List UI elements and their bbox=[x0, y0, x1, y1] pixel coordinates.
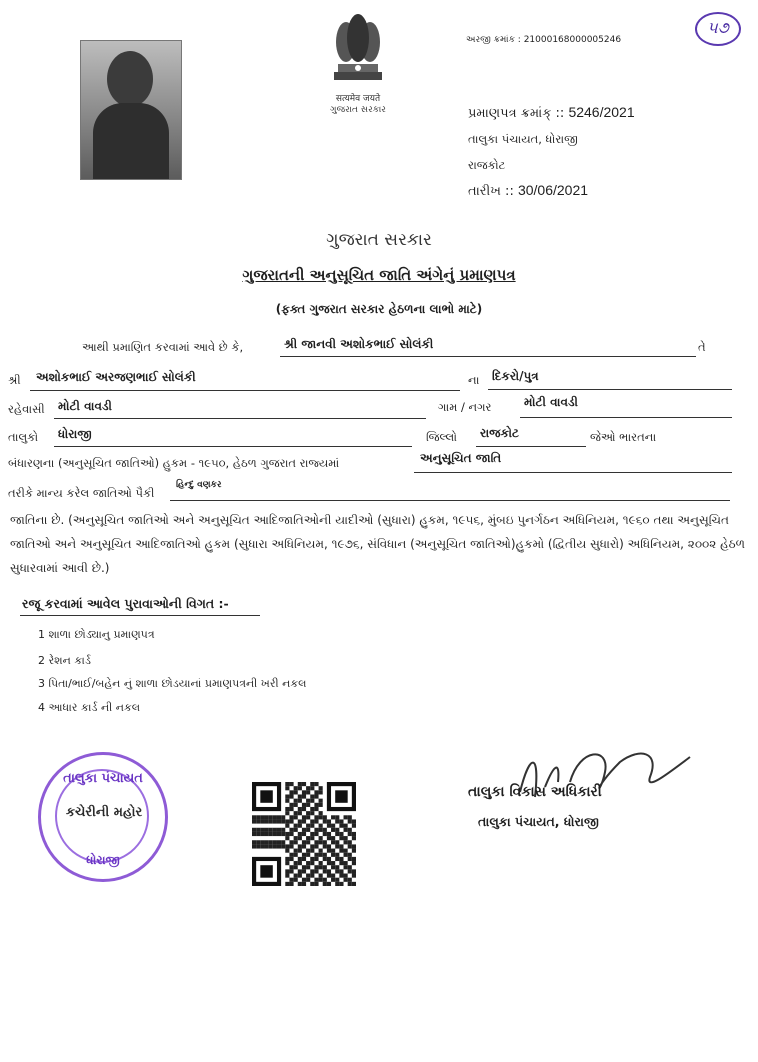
certificate-number: 5246/2021 bbox=[568, 104, 635, 120]
government-title: ગુજરાત સરકાર bbox=[326, 230, 432, 250]
village-value: મોટી વાવડી bbox=[524, 395, 578, 409]
shri-label: શ્રી bbox=[8, 373, 21, 387]
barcode bbox=[462, 46, 722, 82]
evidence-item: 2 રેશન કાર્ડ bbox=[38, 654, 91, 667]
joo-label: જેઓ ભારતના bbox=[590, 430, 657, 444]
certificate-number-row bbox=[468, 104, 635, 121]
date-label: તારીખ :: bbox=[468, 184, 514, 199]
certify-label: આથી પ્રમાણિત કરવામાં આવે છે કે, bbox=[82, 340, 244, 354]
certificate-subtitle: (ફક્ત ગુજરાત સરકાર હેઠળના લાભો માટે) bbox=[275, 302, 483, 316]
underline bbox=[414, 472, 732, 473]
district-value: રાજકોટ bbox=[480, 426, 519, 440]
signatory-office: તાલુકા પંચાયત, ધોરાજી bbox=[478, 814, 599, 829]
signature-scribble bbox=[500, 742, 700, 812]
underline bbox=[20, 615, 260, 616]
page-mark: ૫૭ bbox=[695, 12, 741, 46]
taluka-value: ધોરાજી bbox=[58, 427, 92, 441]
relation-value: દિકરો/પુત્ર bbox=[492, 369, 539, 383]
underline bbox=[30, 390, 460, 391]
date-row bbox=[468, 182, 588, 199]
caste-value: હિન્દુ વણકર bbox=[176, 480, 222, 490]
legal-paragraph: જાતિના છે. (અનુસૂચિત જાતિઓ અને અનુસૂચિત આદિજાતિઓની યાદીઓ (સુધારા) હુકમ, ૧૯૫૬, મુંબઇ પુનર્ગઠન અધિનિયમ, ૧૯૬૦ તથા અનુસૂચિત જાતિઓ અને અનુસૂચિત આદિજાતિઓ હુકમ (સુધારા અધિનિયમ, ૧૯૭૬, સંવિધાન (અનુસૂચિત જાતિઓ)હુકમો (દ્વિતીય સુધારો) અધિનિયમ, ૨૦૦૨ હેઠળ સુધારવામાં આવી છે.) bbox=[10, 513, 746, 575]
evidence-heading: રજૂ કરવામાં આવેલ પુરાવાઓની વિગત :- bbox=[22, 596, 229, 611]
na-label: ના bbox=[468, 373, 480, 387]
underline bbox=[476, 446, 586, 447]
evidence-item: 1 શાળા છોડ્યાનુ પ્રમાણપત્ર bbox=[38, 628, 155, 641]
issue-date: 30/06/2021 bbox=[517, 182, 589, 198]
evidence-item: 3 પિતા/ભાઈ/બહેન નું શાળા છોડયાનાં પ્રમાણપત્રની ખરી નકલ bbox=[38, 677, 307, 690]
underline bbox=[170, 500, 730, 501]
ashoka-emblem-icon bbox=[328, 12, 388, 90]
village-label: ગામ / નગર bbox=[438, 400, 492, 414]
certificate-number-label: પ્રમાણપત્ર ક્રમાંક્ :: bbox=[468, 106, 565, 121]
underline bbox=[280, 356, 696, 357]
issuing-district: રાજકોટ bbox=[468, 158, 506, 172]
underline bbox=[488, 389, 732, 390]
seal-top-text: તાલુકા પંચાયત bbox=[63, 771, 143, 786]
resident-label: રહેવાસી bbox=[8, 402, 45, 416]
qr-code bbox=[252, 782, 356, 886]
holder-name: શ્રી જાનવી અશોકભાઈ સોલંકી bbox=[284, 337, 434, 351]
father-name: અશોકભાઈ અરજણભાઈ સોલંકી bbox=[36, 370, 196, 384]
category-value: અનુસૂચિત જાતિ bbox=[420, 451, 502, 465]
emblem-caption-gujarati: ગુજરાત સરકાર bbox=[330, 105, 386, 115]
emblem-caption-hindi: सत्यमेव जयते bbox=[335, 94, 381, 104]
seal-middle-text: કચેરીની મહોર bbox=[65, 805, 143, 820]
state-emblem bbox=[320, 12, 396, 114]
issuing-office: તાલુકા પંચાયત, ધોરાજી bbox=[468, 132, 578, 146]
office-seal bbox=[38, 752, 168, 882]
certificate-title: ગુજરાતની અનુસૂચિત જાતિ અંગેનું પ્રમાણપત્ર bbox=[242, 266, 516, 284]
application-number: અરજી ક્રમાંક : 21000168000005246 bbox=[466, 35, 622, 45]
signatory-title: તાલુકા વિકાસ અધિકારી bbox=[468, 784, 602, 800]
underline bbox=[520, 417, 732, 418]
recognized-text: તરીકે માન્ય કરેલ જાતિઓ પૈકી bbox=[8, 486, 155, 500]
taluka-label: તાલુકો bbox=[8, 430, 39, 444]
district-label: જિલ્લો bbox=[426, 430, 458, 444]
te-label: તે bbox=[698, 340, 706, 354]
underline bbox=[54, 418, 426, 419]
constitution-text: બંધારણના (અનુસૂચિત જાતિઓ) હુકમ - ૧૯૫૦, હેઠળ ગુજરાત રાજ્યમાં bbox=[8, 456, 340, 470]
underline bbox=[54, 446, 412, 447]
applicant-photo bbox=[80, 40, 182, 180]
seal-bottom-text: ધોરાજી bbox=[86, 853, 120, 867]
resident-value: મોટી વાવડી bbox=[58, 399, 112, 413]
evidence-item: 4 આધાર કાર્ડ ની નકલ bbox=[38, 701, 141, 714]
